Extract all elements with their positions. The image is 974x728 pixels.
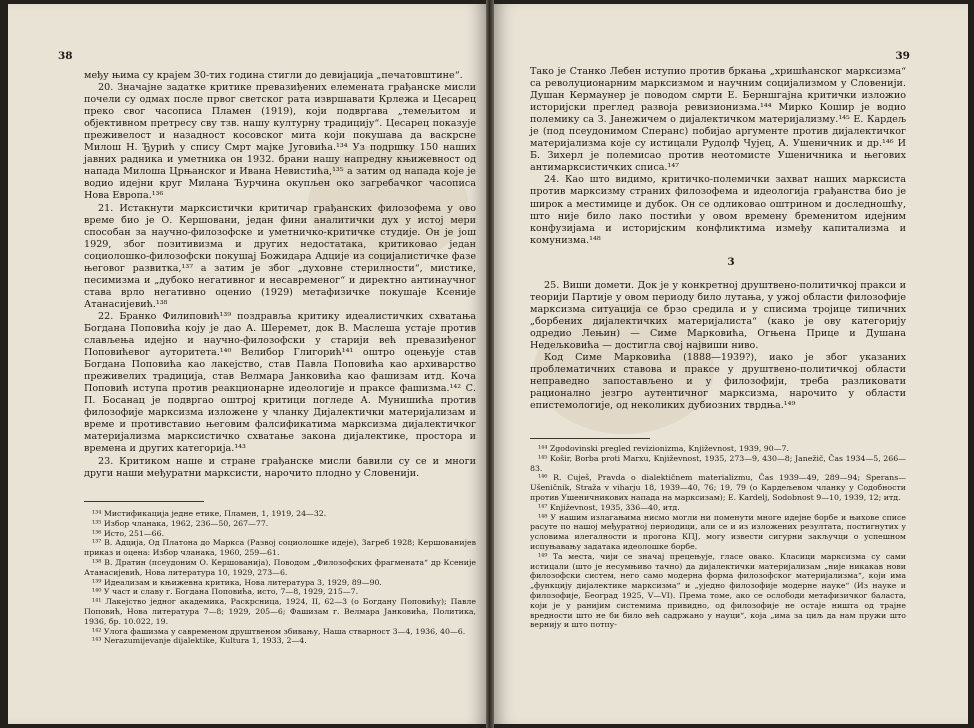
- paragraph: Код Симе Марковића (1888—1939?), иако је због указаних проблематичних ставова и праксе у друштвено-политичкој области неправедно запостављено и у филозофији, треба разликовати рационално језгро аутентичног марксизма, нарочито у области епистемологије, од неколиких дубиозних тврдња.¹⁴⁹: [530, 352, 906, 412]
- paragraph: 25. Виши домети. Док је у конкретној друштвено-политичкој пракси и теорији Партије у овом периоду било лутања, у ужој области филозофије марксизма ситуација се брзо средила и у списима тројице типичних „борбених дијалектичких материјалиста“ (како је ову категорију одредио Лењин) — Симе Марковића, Огњена Прице и Душана Недељковића — достигла свој највиши ниво.: [530, 280, 906, 352]
- footnote: ¹³⁸ В. Дратин (псеудоним О. Кершованија), Поводом „Филозофских фрагмената“ др Ксеније Атанасијевић, Нова литература 10, 1929, 273—6.: [84, 557, 476, 577]
- footnote: ¹⁴⁸ У нашим излагањима нисмо могли ни поменути многе идејне борбе и њихове списе расуте по нашој међуратној периодици, али се и из изложених резултата, постигнутих у условима илегалности и прогона КПЈ, могу извести сигурни закључци о успешном испуњавању задатака идеолошке борбе.: [530, 512, 906, 551]
- book-gutter: [486, 0, 494, 728]
- footnote: ¹⁴⁰ У част и славу г. Богдана Поповића, исто, 7—8, 1929, 215—7.: [92, 587, 359, 597]
- right-body-text-bottom: [530, 280, 906, 413]
- footnote: ¹³⁵ Избор чланака, 1962, 236—50, 267—77.: [92, 518, 269, 528]
- paragraph: међу њима су крајем 30-тих година стигли до девијација „печатовштине“.: [84, 70, 463, 81]
- right-footnotes: [530, 444, 906, 630]
- paragraph: 23. Критиком наше и стране грађанске мисли бавили су се и многи други наши међуратни марксисти, нарочито плодно у Словенији.: [84, 455, 476, 479]
- footnote: ¹⁴⁹ Та места, чији се значај прецењује, гласе овако. Класици марксизма су сами истицали (што је несумњиво тачно) да дијалектички материјализам „није никакав нови филозофски систем, него само модерна форма филозофског материјализма“, који има „функцију дијалектике марксизма“ и „уједно филозофије модерне науке“ (Из науке и филозофије, Београд 1925, V—VI). Према томе, ако се ослободи метафизичког баласта, који је у ранијим системима привидно, од филозофије не остаје ништа од трајне вредности што не би било већ садржано у науци“, која „има за циљ да нам пружи што вернију и што потпу-: [530, 551, 906, 630]
- footnote: ¹³⁶ Исто, 251—66.: [92, 528, 165, 538]
- paragraph: 21. Истакнути марксистички критичар грађанских филозофема у ово време био је О. Кершовани, један фини аналитички дух у истој мери способан за научно-филозофске и уметничко-критичке студије. Он је још 1929, због позитивизма и других недостатака, критиковао један социолошко-филозофски покушај Божидара Адције из социјалистичке фазе његовог развитка,¹³⁷ а затим је због „духовне стерилности“, мистике, песимизма и „дубоко негативног и несавременог“ и директно антинаучног става врло негативно оценио (1929) метафизичке покушаје Ксеније Атанасијевић.¹³⁸: [84, 202, 476, 310]
- footnote: ¹⁴⁷ Književnost, 1935, 336—40, итд.: [538, 502, 680, 512]
- paragraph: 22. Бранко Филиповић¹³⁹ поздравља критику идеалистичких схватања Богдана Поповића коју је дао А. Шеремет, док В. Маслеша устаје против слављења идејно и научно-филозофски у старији већ превазиђеног Поповићевог ауторитета.¹⁴⁰ Велибор Глигорић¹⁴¹ оштро оцењује став Богдана Поповића као лакејство, став Павла Поповића као архиварство преживелих традиција, став Велмара Јанковића као фашизам итд. Коча Поповић иступа против реакционарне идеологије и праксе фашизма.¹⁴² С. П. Босанац је подвргао оштрој критици погледе А. Мунишића против филозофије марксизма изложене у чланку Дијалектички материјализам и време и противставио његовим фалсификатима марксизма дијалектичког материјализма марксистичко схватање закона дијалектике, простора и времена и других категорија.¹⁴³: [84, 310, 476, 455]
- footnote: ¹⁴² Улога фашизма у савременом друштвеном збивању, Наша стварност 3—4, 1936, 40—6.: [92, 626, 466, 636]
- right-page: [494, 4, 968, 724]
- footnote: ¹³⁷ В. Адција, Од Платона до Маркса (Развој социолошке идеје), Загреб 1928; Кершованијев приказ и оцена: Избор чланака, 1960, 259—61.: [84, 538, 476, 558]
- paragraph: 20. Значајне задатке критике превазиђених елемената грађанске мисли почели су одмах после првог светског рата извршавати Крлежа и Цесарец преко свог часописа Пламен (1919), који подвргава „темељитом и објективном претресу сву тзв. нашу културну традицију“. Цесарец показује преживелост и назадност косовског мита који покушава да васкрсне Милош Н. Ђурић у спису Смрт мајке Југовића.¹³⁴ Уз подршку 150 наших јавних радника и уметника он 1932. брани нашу напредну књижевност од напада Милоша Црњанског и Ивана Невистића,¹³⁵ а затим од напада које је водио идејни круг Милана Ћурчина окупљен око загребачког часописа Нова Европа.¹³⁶: [84, 82, 476, 202]
- section-number: 3: [727, 256, 735, 268]
- footnote: ¹³⁴ Мистификација једне етике, Пламен, 1, 1919, 24—32.: [92, 509, 327, 518]
- right-body-text-top: [530, 66, 906, 247]
- footnote: ¹³⁹ Идеализам и књижевна критика, Нова литература 3, 1929, 89—90.: [92, 577, 382, 587]
- paragraph: 24. Као што видимо, критичко-полемички захват наших марксиста против марксизму страних филозофема и идеологија грађанства био је широк а местимице и дубок. Он се одликовао оштрином и доследношћу, што није било лако постићи у овом времену бременитом идејним конфузијама и историјским конфликтима између капитализма и комунизма.¹⁴⁸: [530, 174, 906, 246]
- left-page: [8, 4, 486, 724]
- footnote: ¹⁴⁴ Zgodovinski pregled revizionizma, Književnost, 1939, 90—7.: [538, 444, 789, 453]
- footnote: ¹⁴³ Nerazumijevanje dijalektike, Kultura 1, 1933, 2—4.: [92, 636, 307, 646]
- page-number-right: 39: [895, 50, 910, 62]
- footnote-rule: [84, 501, 204, 502]
- footnote: ¹⁴⁵ Košir, Borba proti Marxu, Književnost, 1935, 273—9, 430—8; Janežič, Čas 1934—5, 266—83.: [530, 453, 906, 473]
- left-footnotes: [84, 509, 476, 646]
- footnote: ¹⁴¹ Лакејство једног академика, Раскрсница, 1924, II, 62—3 (о Богдану Поповићу); Павле Поповић, Нова литература 7—8; 1929, 205—6; Фашизам г. Велмара Јанковића, Политика, 1936, бр. 10.022, 19.: [84, 597, 476, 626]
- left-body-text: [84, 70, 476, 480]
- paragraph: Тако је Станко Лебен иступио против бркања „хришћанског марксизма“ са револуционарним марксизмом и научним социјализмом у Словенији. Душан Кермаунер је поводом смрти Е. Берншгајна критички изложио историјски преглед развоја ревизионизма.¹⁴⁴ Мирко Кошир је водио полемику са З. Јанежичем о дијалектичком материјализму.¹⁴⁵ Е. Кардељ је (под псеудонимом Сперанс) побијао аргументе против дијалектичког материјализма које су истицали Рудолф Чујец, А. Ушеничник и др.¹⁴⁶ И Б. Зихерл је полемисао против неотомисте Ушеничника и његових антимарксистичких списа.¹⁴⁷: [530, 66, 906, 174]
- page-number-left: 38: [58, 50, 73, 62]
- footnote: ¹⁴⁶ R. Cuješ, Pravda o dialektičnem materializmu, Čas 1939—49, 289—94; Sperans—Ušeničnik, Straža v viharju 18, 1939—40, 76; 19, 79 (о Кардељевом чланку у Содобности против Ушеничникових напада на марксизам); E. Kardelj, Sodobnost 9—10, 1939, 12; итд.: [530, 473, 906, 502]
- footnote-rule: [530, 438, 650, 439]
